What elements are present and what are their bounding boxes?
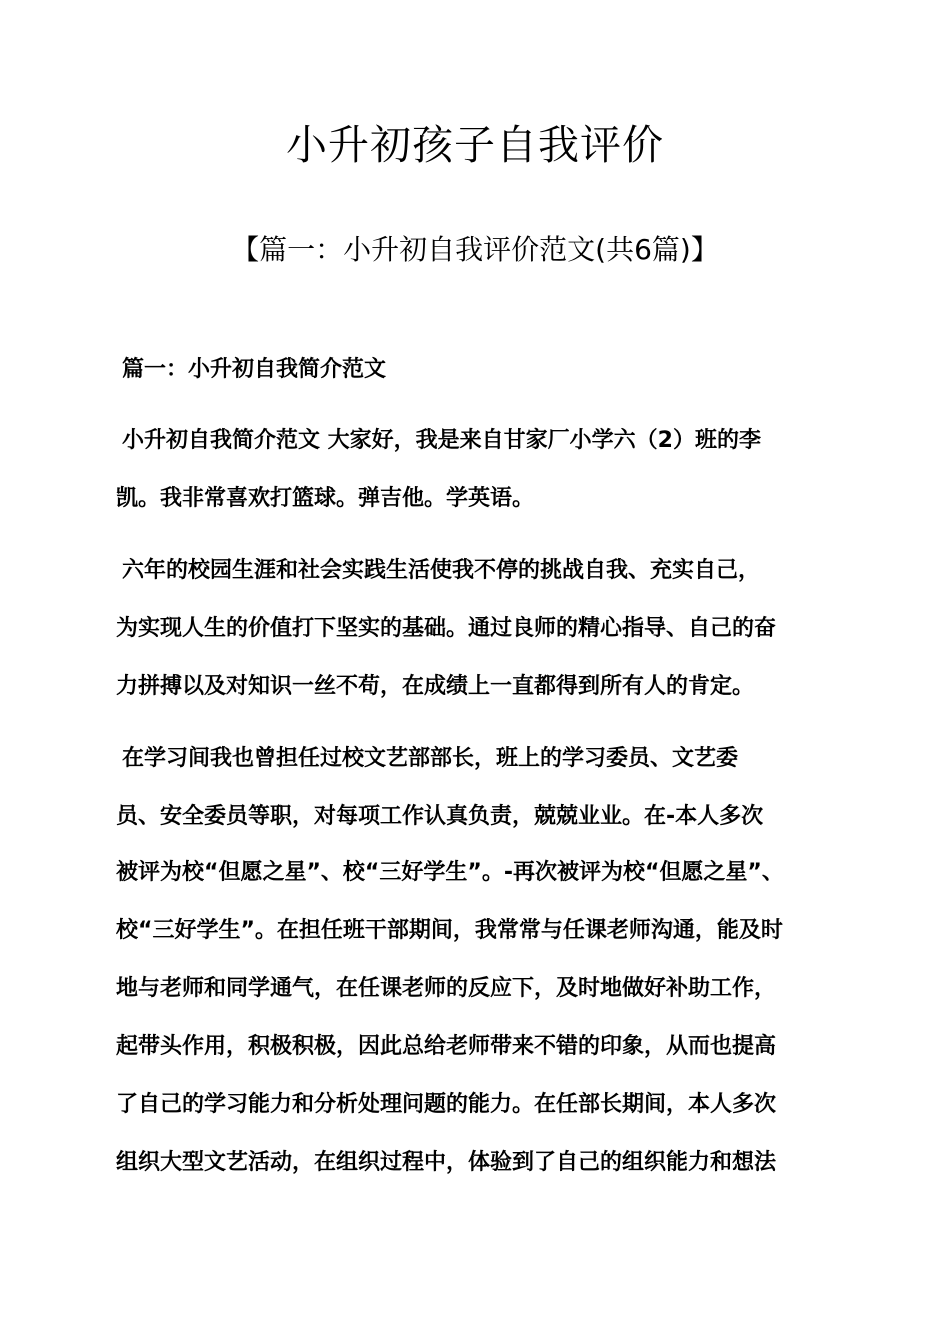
- body-line: 了自己的学习能力和分析处理问题的能力。在任部长期间，本人多次: [116, 1092, 777, 1117]
- body-line: 力拼搏以及对知识一丝不苟，在成绩上一直都得到所有人的肯定。: [116, 674, 755, 699]
- document-title: 小升初孩子自我评价: [286, 121, 664, 169]
- body-line: 被评为校“但愿之星”、校“三好学生”。-再次被评为校“但愿之星”、: [116, 860, 784, 885]
- body-line: 组织大型文艺活动，在组织过程中，体验到了自己的组织能力和想法: [116, 1150, 777, 1175]
- body-line: 在学习间我也曾担任过校文艺部部长，班上的学习委员、文艺委: [122, 746, 739, 771]
- body-line: 小升初自我简介范文 大家好，我是来自甘家厂小学六（2）班的李: [122, 428, 761, 453]
- body-line: 凯。我非常喜欢打篮球。弹吉他。学英语。: [116, 486, 535, 511]
- document-subtitle: 【篇一：小升初自我评价范文(共6篇)】: [231, 233, 719, 266]
- body-line: 员、安全委员等职，对每项工作认真负责，兢兢业业。在-本人多次: [116, 804, 764, 829]
- body-line: 起带头作用，积极积极，因此总给老师带来不错的印象，从而也提高: [116, 1034, 777, 1059]
- body-line: 六年的校园生涯和社会实践生活使我不停的挑战自我、充实自己，: [122, 558, 761, 583]
- body-line: 为实现人生的价值打下坚实的基础。通过良师的精心指导、自己的奋: [116, 616, 777, 641]
- body-line: 地与老师和同学通气，在任课老师的反应下，及时地做好补助工作，: [116, 976, 777, 1001]
- section-heading: 篇一：小升初自我简介范文: [122, 357, 387, 382]
- body-line: 校“三好学生”。在担任班干部期间，我常常与任课老师沟通，能及时: [116, 918, 783, 943]
